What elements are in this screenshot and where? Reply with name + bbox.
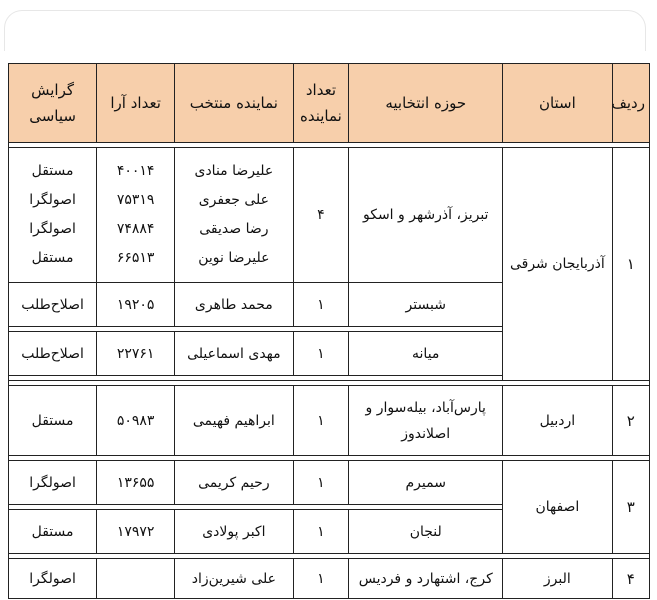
table-header-row bbox=[9, 64, 650, 143]
elected-cell: علی شیرین‌زاد bbox=[175, 559, 293, 599]
votes-cell bbox=[97, 559, 175, 599]
header-votes: تعداد آرا bbox=[97, 64, 175, 143]
constituency-cell: کرج، اشتهارد و فردیس bbox=[349, 559, 503, 599]
votes-cell: ۱۳۶۵۵ bbox=[97, 461, 175, 505]
seats-cell: ۴ bbox=[293, 148, 349, 283]
votes-cell bbox=[97, 148, 175, 283]
elected-cell: مهدی اسماعیلی bbox=[175, 332, 293, 376]
header-constituency: حوزه انتخابیه bbox=[349, 64, 503, 143]
elected-cell: اکبر پولادی bbox=[175, 510, 293, 554]
constituency-cell: میانه bbox=[349, 332, 503, 376]
vote-count: ۴۰۰۱۴ bbox=[116, 163, 155, 179]
card-top-edge bbox=[4, 10, 646, 51]
row-number-cell: ۳ bbox=[612, 461, 649, 554]
table-row bbox=[9, 386, 650, 456]
province-cell: اصفهان bbox=[503, 461, 612, 554]
constituency-cell: شبستر bbox=[349, 283, 503, 327]
votes-cell: ۱۷۹۷۲ bbox=[97, 510, 175, 554]
constituency-cell: پارس‌آباد، بیله‌سوار و اصلاندوز bbox=[349, 386, 503, 456]
row-number-cell: ۴ bbox=[612, 559, 649, 599]
row-number-cell: ۱ bbox=[612, 148, 649, 381]
seats-cell: ۱ bbox=[293, 510, 349, 554]
vote-count: ۷۴۸۸۴ bbox=[116, 221, 155, 237]
header-row-no: ردیف bbox=[612, 64, 649, 143]
elected-cell: ابراهیم فهیمی bbox=[175, 386, 293, 456]
province-cell: البرز bbox=[503, 559, 612, 599]
votes-cell: ۲۲۷۶۱ bbox=[97, 332, 175, 376]
affiliation-cell: اصولگرا bbox=[9, 461, 97, 505]
affiliation-value: مستقل bbox=[31, 163, 74, 179]
affiliation-cell: مستقل bbox=[9, 386, 97, 456]
votes-cell: ۵۰۹۸۳ bbox=[97, 386, 175, 456]
affiliation-value: مستقل bbox=[31, 250, 74, 266]
votes-cell: ۱۹۲۰۵ bbox=[97, 283, 175, 327]
vote-count: ۶۶۵۱۳ bbox=[116, 250, 155, 266]
province-cell: اردبیل bbox=[503, 386, 612, 456]
seats-cell: ۱ bbox=[293, 559, 349, 599]
affiliation-value: اصولگرا bbox=[29, 221, 76, 237]
table-row bbox=[9, 559, 650, 599]
header-province: استان bbox=[503, 64, 612, 143]
elected-name: علی جعفری bbox=[198, 192, 269, 208]
elected-name: علیرضا منادی bbox=[194, 163, 274, 179]
affiliation-cell: اصلاح‌طلب bbox=[9, 283, 97, 327]
constituency-cell: لنجان bbox=[349, 510, 503, 554]
elected-name: رضا صدیقی bbox=[199, 221, 269, 237]
constituency-cell: سمیرم bbox=[349, 461, 503, 505]
affiliation-value: اصولگرا bbox=[29, 192, 76, 208]
seats-cell: ۱ bbox=[293, 283, 349, 327]
row-number-cell: ۲ bbox=[612, 386, 649, 456]
elected-cell bbox=[175, 148, 293, 283]
table-row bbox=[9, 148, 650, 283]
affiliation-cell bbox=[9, 148, 97, 283]
constituency-cell: تبریز، آذرشهر و اسکو bbox=[349, 148, 503, 283]
table-row bbox=[9, 461, 650, 505]
header-affiliation: گرایش سیاسی bbox=[9, 64, 97, 143]
election-results-table bbox=[8, 63, 650, 599]
seats-cell: ۱ bbox=[293, 332, 349, 376]
header-seats: تعداد نماینده bbox=[293, 64, 349, 143]
header-elected: نماینده منتخب bbox=[175, 64, 293, 143]
elected-cell: محمد طاهری bbox=[175, 283, 293, 327]
affiliation-cell: اصلاح‌طلب bbox=[9, 332, 97, 376]
vote-count: ۷۵۳۱۹ bbox=[116, 192, 155, 208]
elected-name: علیرضا نوین bbox=[198, 250, 270, 266]
seats-cell: ۱ bbox=[293, 386, 349, 456]
affiliation-cell: اصولگرا bbox=[9, 559, 97, 599]
elected-cell: رحیم کریمی bbox=[175, 461, 293, 505]
affiliation-cell: مستقل bbox=[9, 510, 97, 554]
province-cell: آذربایجان شرقی bbox=[503, 148, 612, 381]
seats-cell: ۱ bbox=[293, 461, 349, 505]
